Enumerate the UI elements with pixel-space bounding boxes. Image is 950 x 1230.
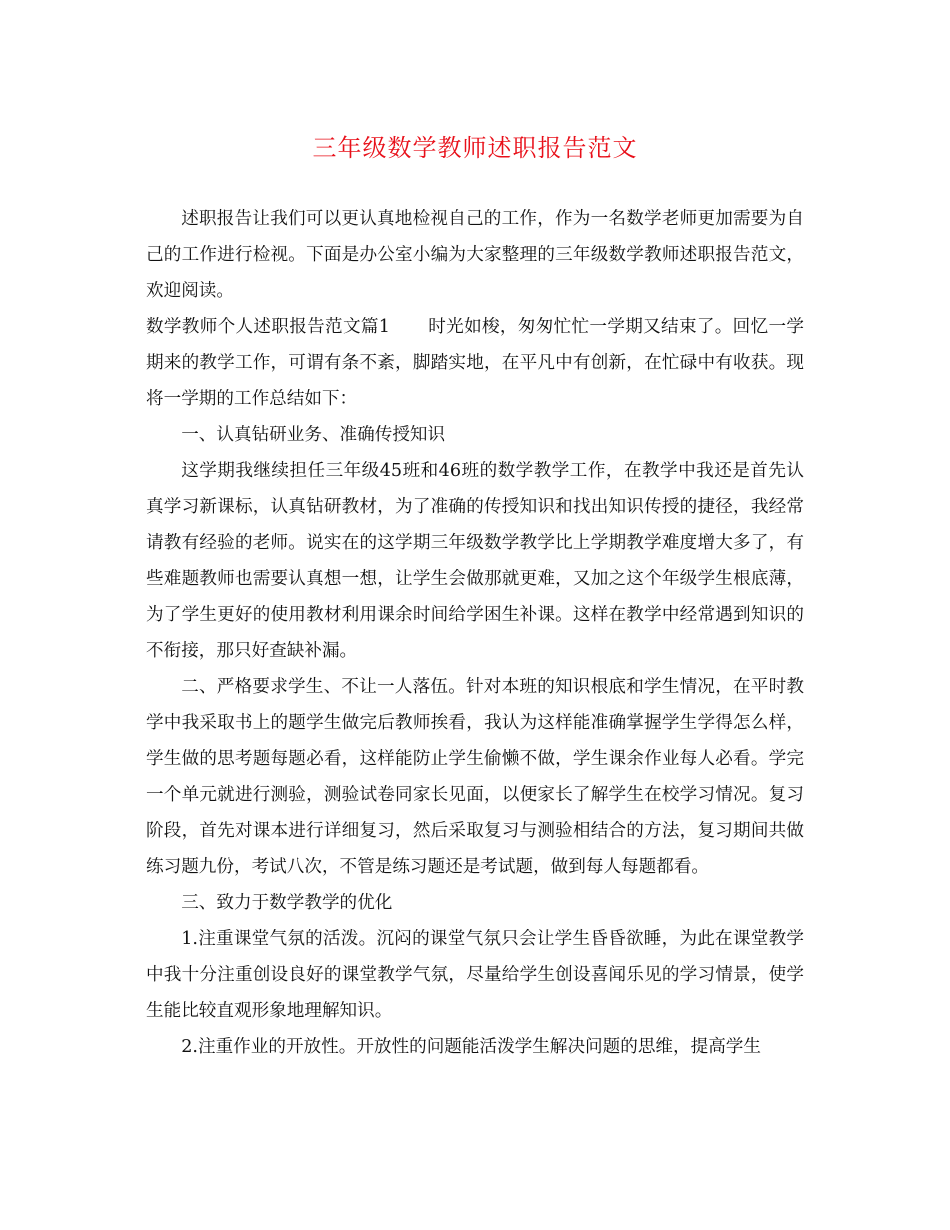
paragraph-four: 2.注重作业的开放性。开放性的问题能活泼学生解决问题的思维，提高学生 xyxy=(181,1037,761,1057)
document-body xyxy=(146,201,804,1065)
paragraph-one: 这学期我继续担任三年级45班和46班的数学教学工作，在教学中我还是首先认真学习新课标，认真钻研教材，为了准确的传授知识和找出知识传授的捷径，我经常请教有经验的老师。说实在的这学期三年级数学教学比上学期教学难度增大多了，有些难题教师也需要认真想一想，让学生会做那就更难，又加之这个年级学生根底薄，为了学生更好的使用教材利用课余时间给学困生补课。这样在教学中经常遇到知识的不衔接，那只好查缺补漏。 xyxy=(146,461,804,661)
heading-three: 三、致力于数学教学的优化 xyxy=(181,893,393,913)
heading-one: 一、认真钻研业务、准确传授知识 xyxy=(181,425,446,445)
paragraph-two: 二、严格要求学生、不让一人落伍。针对本班的知识根底和学生情况，在平时教学中我采取书上的题学生做完后教师挨看，我认为这样能准确掌握学生学得怎么样，学生做的思考题每题必看，这样能防止学生偷懒不做，学生课余作业每人必看。学完一个单元就进行测验，测验试卷同家长见面，以便家长了解学生在校学习情况。复习阶段，首先对课本进行详细复习，然后采取复习与测验相结合的方法，复习期间共做练习题九份，考试八次，不管是练习题还是考试题，做到每人每题都看。 xyxy=(146,677,804,877)
page-title: 三年级数学教师述职报告范文 xyxy=(312,134,638,162)
paragraph-three: 1.注重课堂气氛的活泼。沉闷的课堂气氛只会让学生昏昏欲睡，为此在课堂教学中我十分注重创设良好的课堂教学气氛，尽量给学生创设喜闻乐见的学习情景，使学生能比较直观形象地理解知识。 xyxy=(146,929,804,1021)
section-opening-paragraph xyxy=(146,309,804,417)
intro-paragraph: 述职报告让我们可以更认真地检视自己的工作，作为一名数学老师更加需要为自己的工作进行检视。下面是办公室小编为大家整理的三年级数学教师述职报告范文，欢迎阅读。 xyxy=(146,209,804,301)
section-label: 数学教师个人述职报告范文篇1 xyxy=(146,317,390,337)
section-opening-text: 时光如梭，匆匆忙忙一学期又结束了。回忆一学期来的教学工作，可谓有条不紊，脚踏实地，在平凡中有创新，在忙碌中有收获。现将一学期的工作总结如下： xyxy=(146,317,804,409)
